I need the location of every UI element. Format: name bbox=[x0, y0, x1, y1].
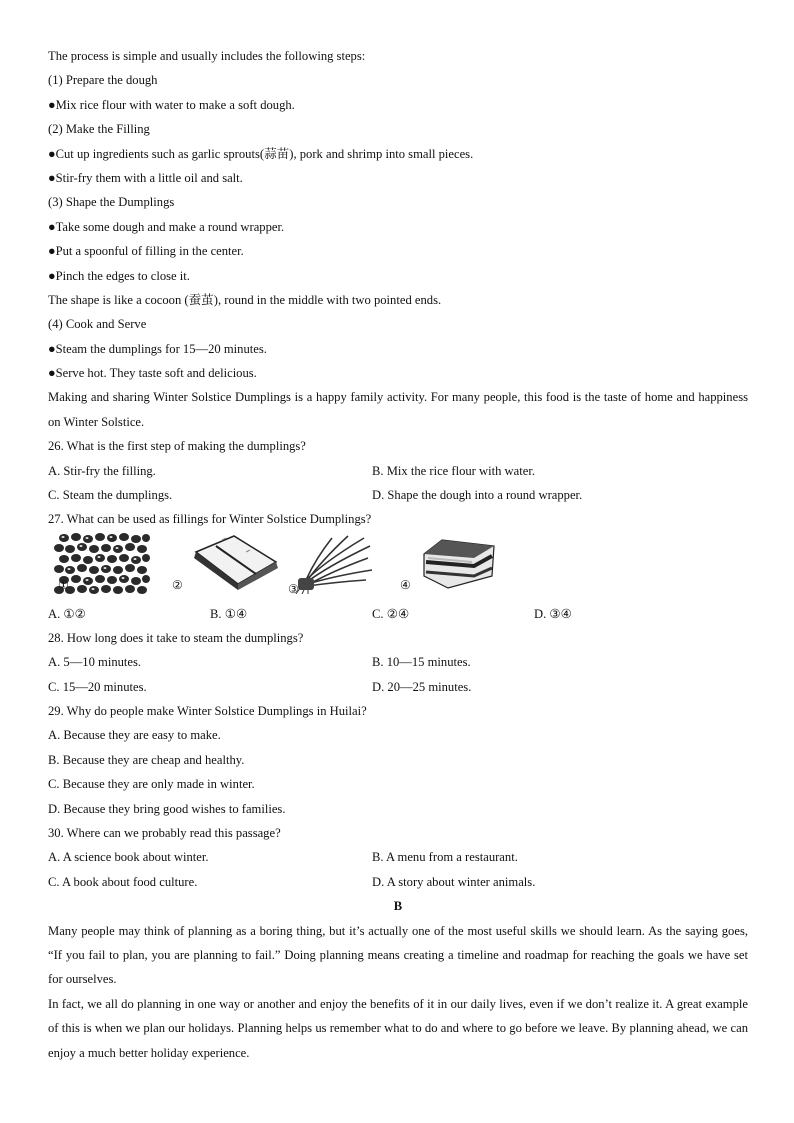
section-b-paragraph-1: Many people may think of planning as a boring thing, but it’s actually one of the most useful skills we should learn. As the saying goes, “If you fail to plan, you are planning to fail.” Doing planning means creating a timeline and roadmap for reaching the goals we have set for ourselves. bbox=[48, 923, 748, 987]
question-27-options-row bbox=[48, 602, 748, 626]
step4-title: (4) Cook and Serve bbox=[48, 317, 147, 332]
question-29-stem: 29. Why do people make Winter Solstice Dumplings in Huilai? bbox=[48, 704, 367, 719]
question-27-stem: 27. What can be used as fillings for Winter Solstice Dumplings? bbox=[48, 512, 372, 527]
option-c[interactable]: C. 15—20 minutes. bbox=[48, 679, 147, 694]
option-d[interactable]: D. Because they bring good wishes to families. bbox=[48, 801, 286, 816]
option-d[interactable]: D. Shape the dough into a round wrapper. bbox=[372, 488, 583, 503]
question-26-options-row bbox=[48, 459, 748, 483]
pork-picture bbox=[418, 532, 498, 594]
picture-label-2: ② bbox=[172, 577, 183, 592]
step3-title: (3) Shape the Dumplings bbox=[48, 195, 175, 210]
step2-bullet: ●Cut up ingredients such as garlic sprouts(蒜苗), pork and shrimp into small pieces. bbox=[48, 146, 474, 161]
option-c[interactable]: C. Steam the dumplings. bbox=[48, 488, 173, 503]
garlic-sprouts-picture bbox=[294, 532, 374, 594]
section-b-paragraph-2: In fact, we all do planning in one way or another and enjoy the benefits of it in our daily lives, even if we don’t realize it. A great example of this is when we plan our holidays. Planning helps us remember what to do and where to go before we leave. By planning ahead, we can enjoy a much better holiday experience. bbox=[48, 996, 748, 1060]
step3-bullet: ●Put a spoonful of filling in the center. bbox=[48, 244, 244, 259]
option-a[interactable]: A. Because they are easy to make. bbox=[48, 728, 221, 743]
option-d[interactable]: D. ③④ bbox=[534, 606, 572, 621]
document-page bbox=[48, 44, 748, 1065]
book-picture bbox=[176, 532, 286, 594]
step1-title: (1) Prepare the dough bbox=[48, 73, 158, 88]
question-28-options-row bbox=[48, 650, 748, 674]
step3-bullet: ●Take some dough and make a round wrapper. bbox=[48, 219, 285, 234]
option-a[interactable]: A. 5—10 minutes. bbox=[48, 655, 142, 670]
step4-bullet: ●Serve hot. They taste soft and delicious. bbox=[48, 366, 257, 381]
closing-paragraph: Making and sharing Winter Solstice Dumplings is a happy family activity. For many people, this food is the taste of home and happiness on Winter Solstice. bbox=[48, 390, 748, 429]
question-28-stem: 28. How long does it take to steam the dumplings? bbox=[48, 630, 304, 645]
step1-bullet: ●Mix rice flour with water to make a soft dough. bbox=[48, 97, 295, 112]
option-b[interactable]: B. Mix the rice flour with water. bbox=[372, 463, 535, 478]
question-30-stem: 30. Where can we probably read this passage? bbox=[48, 825, 281, 840]
question-26-stem: 26. What is the first step of making the dumplings? bbox=[48, 439, 306, 454]
option-a[interactable]: A. ①② bbox=[48, 606, 86, 621]
section-b-heading: B bbox=[393, 899, 403, 914]
step3-note: The shape is like a cocoon (蚕茧), round in the middle with two pointed ends. bbox=[48, 292, 442, 307]
option-a[interactable]: A. Stir-fry the filling. bbox=[48, 463, 156, 478]
question-27-pictures bbox=[48, 532, 748, 602]
option-c[interactable]: C. Because they are only made in winter. bbox=[48, 777, 255, 792]
question-28-options-row bbox=[48, 675, 748, 699]
picture-label-1: ① bbox=[58, 577, 69, 592]
option-c[interactable]: C. A book about food culture. bbox=[48, 874, 198, 889]
picture-label-3: ③ bbox=[288, 581, 299, 596]
option-c[interactable]: C. ②④ bbox=[372, 606, 410, 621]
question-30-options-row bbox=[48, 845, 748, 869]
option-b[interactable]: B. ①④ bbox=[210, 606, 248, 621]
intro-line: The process is simple and usually includes the following steps: bbox=[48, 49, 366, 63]
option-b[interactable]: B. A menu from a restaurant. bbox=[372, 850, 518, 865]
step4-bullet: ●Steam the dumplings for 15—20 minutes. bbox=[48, 341, 267, 356]
option-d[interactable]: D. A story about winter animals. bbox=[372, 874, 536, 889]
step3-bullet: ●Pinch the edges to close it. bbox=[48, 268, 190, 283]
step2-title: (2) Make the Filling bbox=[48, 122, 150, 137]
question-30-options-row bbox=[48, 870, 748, 894]
question-26-options-row bbox=[48, 483, 748, 507]
option-b[interactable]: B. Because they are cheap and healthy. bbox=[48, 752, 245, 767]
option-b[interactable]: B. 10—15 minutes. bbox=[372, 655, 471, 670]
step2-bullet: ●Stir-fry them with a little oil and salt. bbox=[48, 170, 243, 185]
option-d[interactable]: D. 20—25 minutes. bbox=[372, 679, 472, 694]
option-a[interactable]: A. A science book about winter. bbox=[48, 850, 209, 865]
picture-label-4: ④ bbox=[400, 577, 411, 592]
